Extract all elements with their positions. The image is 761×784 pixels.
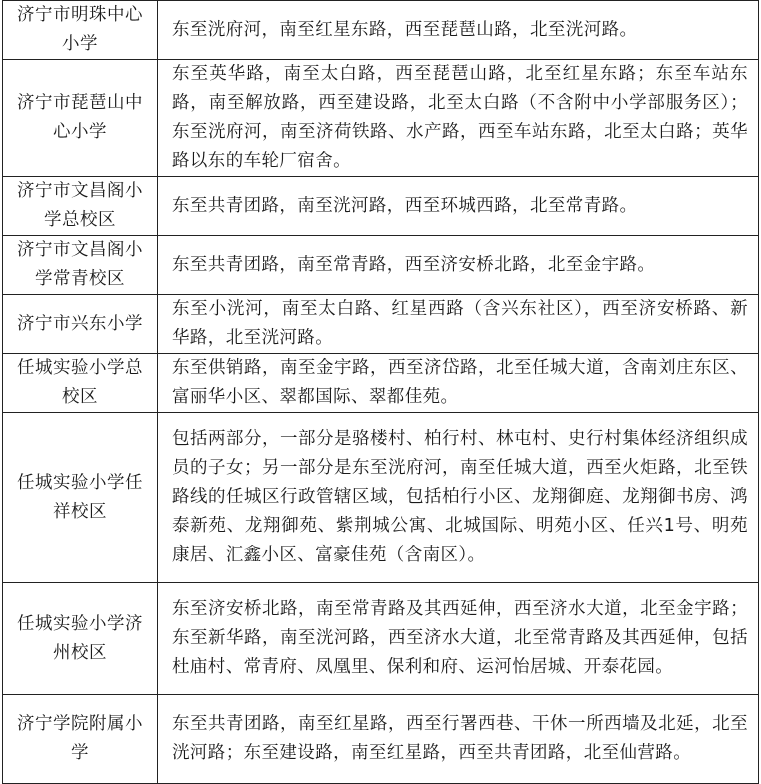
district-range-cell: 东至共青团路，南至常青路，西至济安桥北路，北至金宇路。: [158, 236, 759, 295]
district-range-cell: 东至洸府河，南至红星东路，西至琵琶山路，北至洸河路。: [158, 1, 759, 60]
table-row: [3, 1, 759, 60]
district-range-cell: 东至英华路，南至太白路，西至琵琶山路，北至红星东路；东至车站东路，南至解放路，西至建设路，北至太白路（不含附中小学部服务区）；东至洸府河，南至济荷铁路、水产路，西至车站东路，北至太白路；英华路以东的车轮厂宿舍。: [158, 60, 759, 177]
table-row: [3, 177, 759, 236]
district-range-cell: 东至小洸河，南至太白路、红星西路（含兴东社区），西至济安桥路、新华路，北至洸河路。: [158, 295, 759, 354]
school-district-table: [2, 0, 759, 784]
table-row: [3, 295, 759, 354]
table-row: [3, 354, 759, 413]
school-name-cell: 济宁市琵琶山中心小学: [3, 60, 158, 177]
district-range-cell: 东至共青团路，南至洸河路，西至环城西路，北至常青路。: [158, 177, 759, 236]
school-name-cell: 济宁市文昌阁小学总校区: [3, 177, 158, 236]
table-row: [3, 236, 759, 295]
school-name-cell: 任城实验小学任祥校区: [3, 413, 158, 583]
school-name-cell: 济宁市兴东小学: [3, 295, 158, 354]
district-range-cell: 东至济安桥北路，南至常青路及其西延伸，西至济水大道，北至金宇路；东至新华路，南至洸河路，西至济水大道，北至常青路及其西延伸，包括杜庙村、常青府、凤凰里、保利和府、运河怡居城、开泰花园。: [158, 583, 759, 695]
table-row: [3, 413, 759, 583]
school-name-cell: 任城实验小学总校区: [3, 354, 158, 413]
table-row: [3, 583, 759, 695]
school-name-cell: 济宁市明珠中心小学: [3, 1, 158, 60]
school-name-cell: 任城实验小学济州校区: [3, 583, 158, 695]
district-range-cell: 东至共青团路，南至红星路，西至行署西巷、干休一所西墙及北延，北至洸河路；东至建设路，南至红星路，西至共青团路，北至仙营路。: [158, 695, 759, 784]
table-row: [3, 695, 759, 784]
school-name-cell: 济宁学院附属小学: [3, 695, 158, 784]
district-range-cell: 东至供销路，南至金宇路，西至济岱路，北至任城大道，含南刘庄东区、富丽华小区、翠都国际、翠都佳苑。: [158, 354, 759, 413]
district-range-cell: 包括两部分，一部分是骆楼村、柏行村、林屯村、史行村集体经济组织成员的子女；另一部分是东至洸府河，南至任城大道，西至火炬路，北至铁路线的任城区行政管辖区域，包括柏行小区、龙翔御庭、龙翔御书房、鸿泰新苑、龙翔御苑、紫荆城公寓、北城国际、明苑小区、任兴1号、明苑康居、汇鑫小区、富豪佳苑（含南区）。: [158, 413, 759, 583]
table-row: [3, 60, 759, 177]
school-name-cell: 济宁市文昌阁小学常青校区: [3, 236, 158, 295]
